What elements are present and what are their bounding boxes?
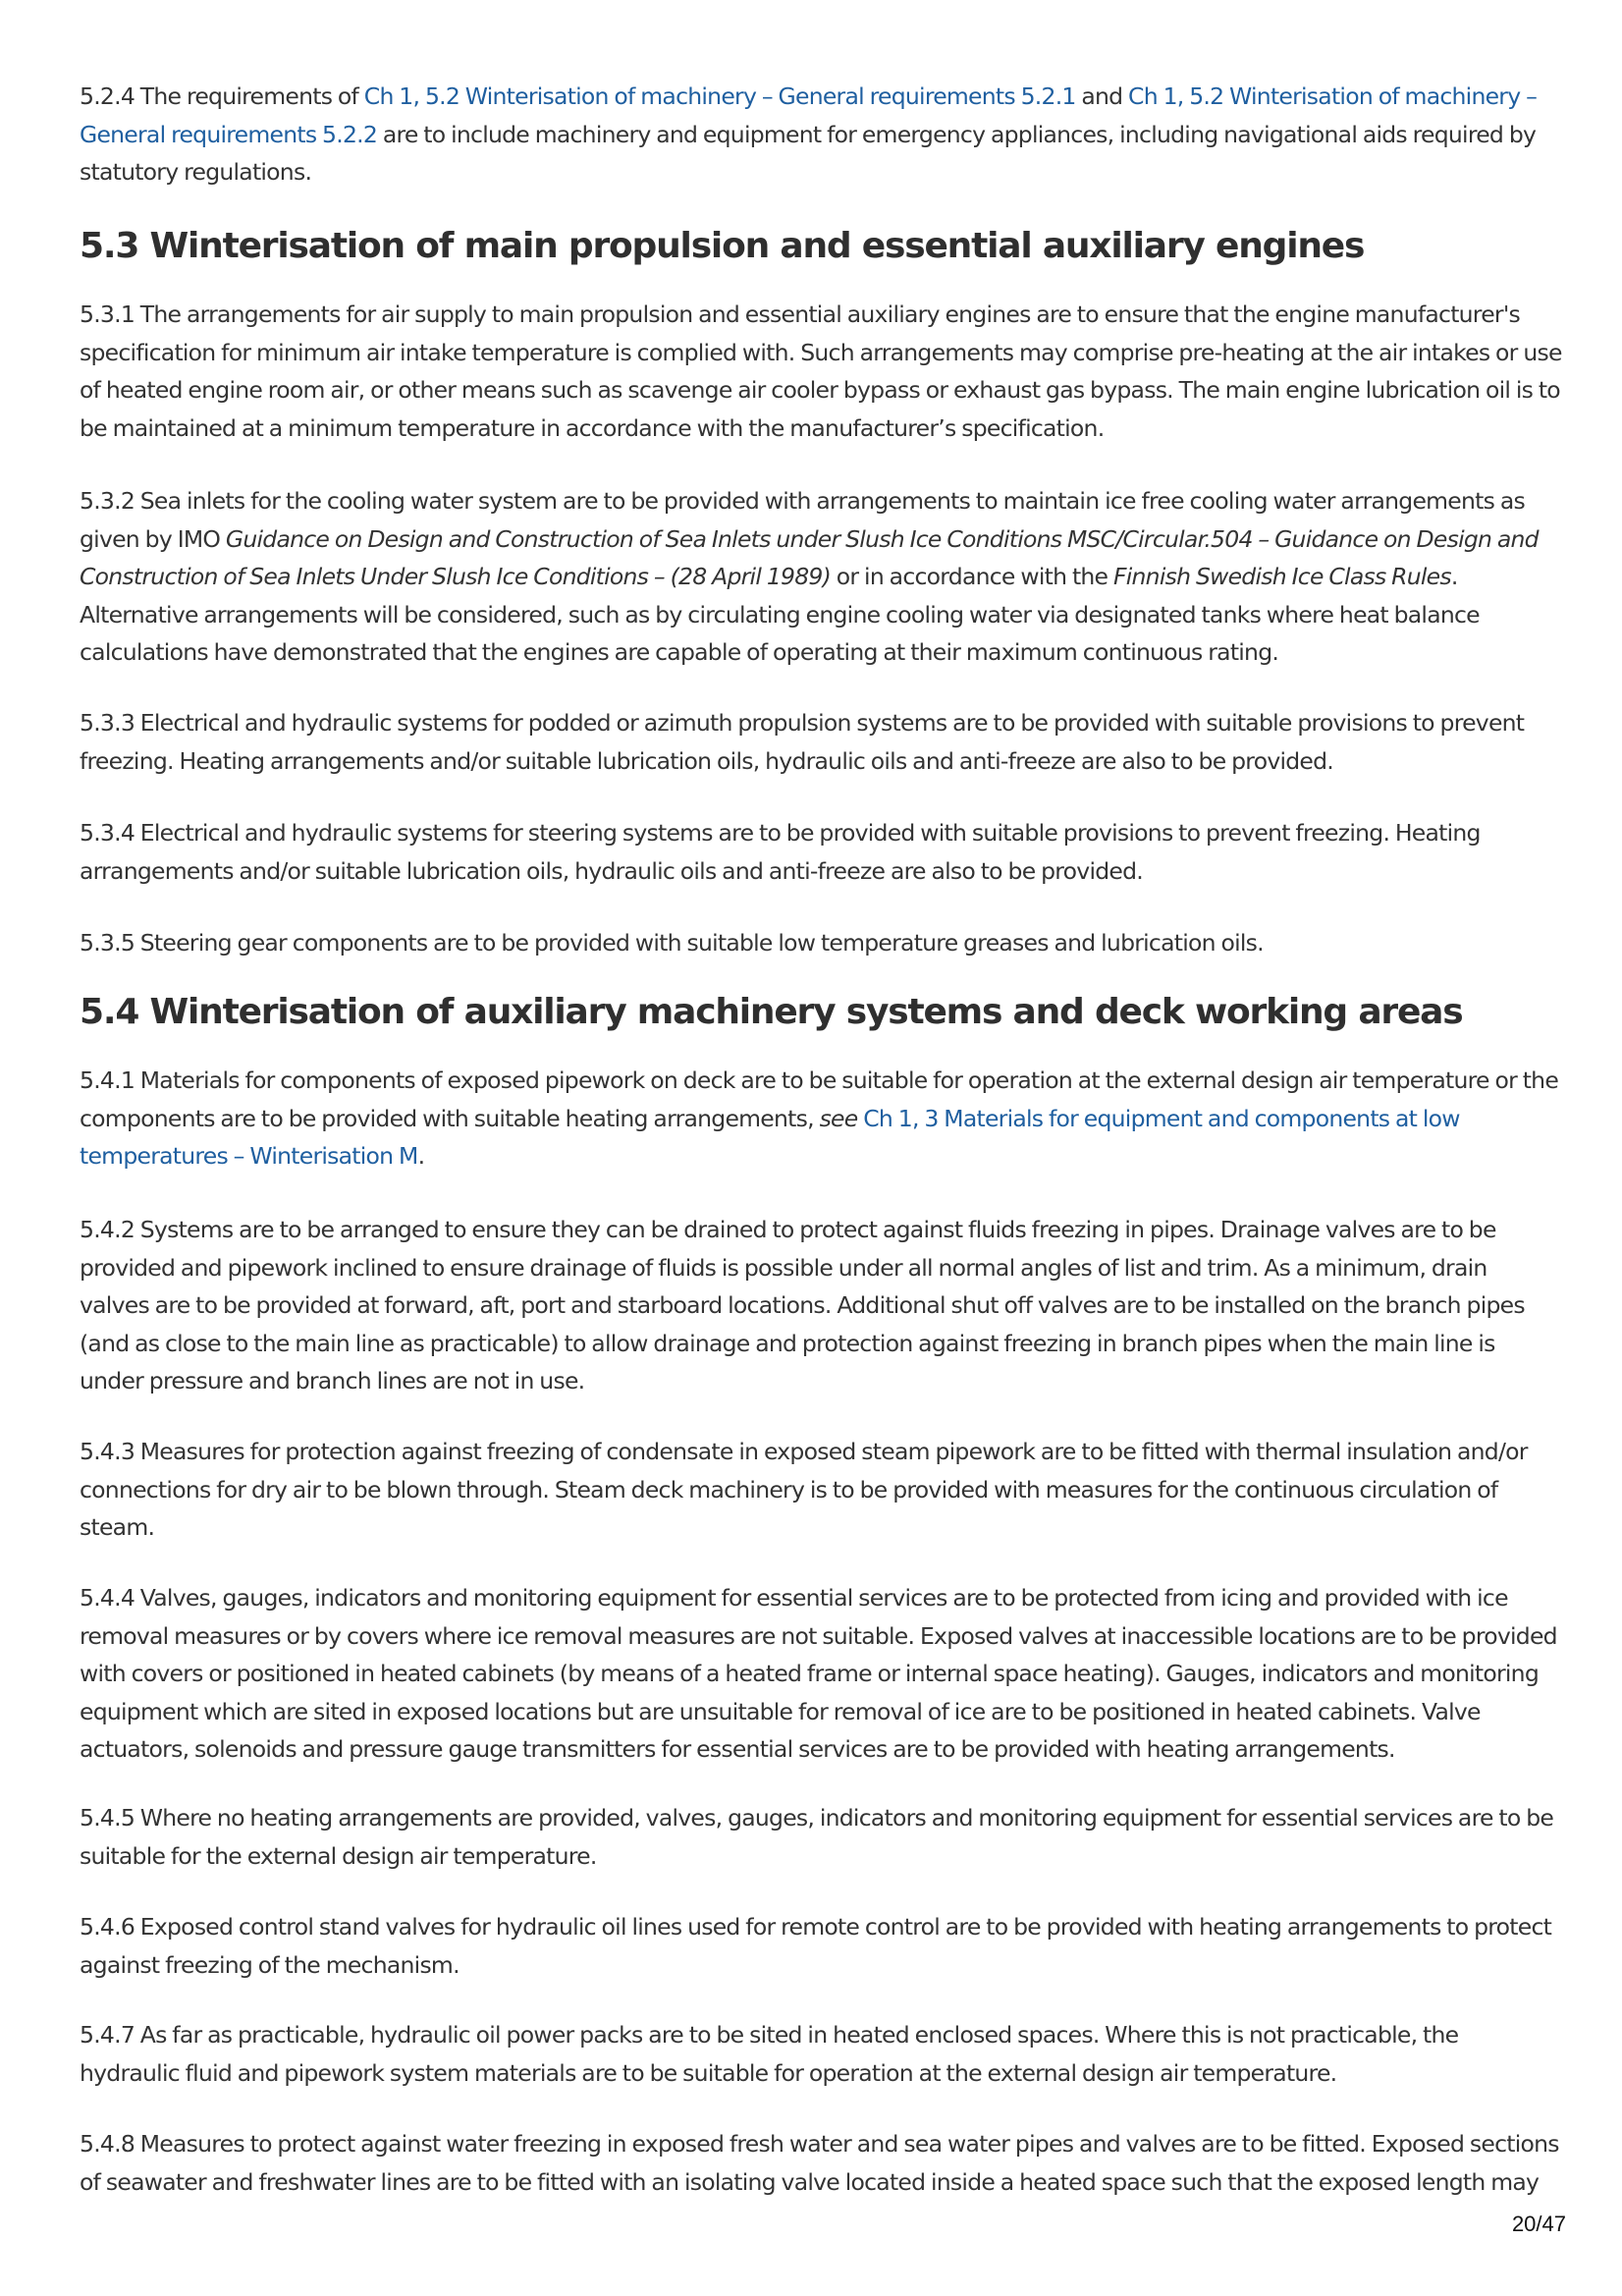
paragraph-5-4-5: 5.4.5 Where no heating arrangements are provided, valves, gauges, indicators and monitoring equipment for essential services are to be suitable for the external design air temperature. [80, 1804, 1554, 1870]
paragraph-5-4-4: 5.4.4 Valves, gauges, indicators and monitoring equipment for essential services are to be protected from icing and provided with ice removal measures or by covers where ice removal measures are not suitable. Exposed valves at inaccessible locations are to be provided with covers or positioned in heated cabinets (by means of a heated frame or internal space heating). Gauges, indicators and monitoring equipment which are sited in exposed locations but are unsuitable for removal of ice are to be positioned in heated cabinets. Valve actuators, solenoids and pressure gauge transmitters for essential services are to be provided with heating arrangements. [80, 1584, 1557, 1763]
italic-text: Finnish Swedish Ice Class Rules [1112, 563, 1451, 590]
paragraph-5-3-3: 5.3.3 Electrical and hydraulic systems for podded or azimuth propulsion systems are to be provided with suitable provisions to prevent freezing. Heating arrangements and/or suitable lubrication oils, hydraulic oils and anti-freeze are also to be provided. [80, 709, 1525, 775]
paragraph-5-3-1: 5.3.1 The arrangements for air supply to main propulsion and essential auxiliary engines are to ensure that the engine manufacturer's specification for minimum air intake temperature is complied with. Such arrangements may comprise pre-heating at the air intakes or use of heated engine room air, or other means such as scavenge air cooler bypass or exhaust gas bypass. The main engine lubrication oil is to be maintained at a minimum temperature in accordance with the manufacturer’s specification. [80, 301, 1562, 442]
paragraph-5-4-7: 5.4.7 As far as practicable, hydraulic oil power packs are to be sited in heated enclosed spaces. Where this is not practicable, the hydraulic fluid and pipework system materials are to be suitable for operation at the external design air temperature. [80, 2021, 1459, 2087]
paragraph-5-4-1 [80, 1062, 1562, 1175]
paragraph-text: . [417, 1142, 425, 1170]
italic-text: see [819, 1104, 858, 1132]
paragraph-5-3-5: 5.3.5 Steering gear components are to be provided with suitable low temperature greases and lubrication oils. [80, 929, 1264, 957]
heading-5-4: 5.4 Winterisation of auxiliary machinery systems and deck working areas [80, 992, 1463, 1032]
paragraph-text: . Alternative arrangements will be considered, such as by circulating engine cooling water via designated tanks where heat balance calculations have demonstrated that the engines are capable of operating at their maximum continuous rating. [80, 563, 1480, 666]
paragraph-text: or in accordance with the [831, 563, 1113, 590]
paragraph-5-4-2: 5.4.2 Systems are to be arranged to ensure they can be drained to protect against fluids freezing in pipes. Drainage valves are to be provided and pipework inclined to ensure drainage of fluids is possible under all normal angles of list and trim. As a minimum, drain valves are to be provided at forward, aft, port and starboard locations. Additional shut off valves are to be installed on the branch pipes (and as close to the main line as practicable) to allow drainage and protection against freezing in branch pipes when the main line is under pressure and branch lines are not in use. [80, 1216, 1525, 1394]
link-ch1-5-2-2[interactable]: Ch 1, 5.2 Winterisation of machinery – General requirements 5.2.2 [80, 82, 1538, 148]
heading-5-3: 5.3 Winterisation of main propulsion and essential auxiliary engines [80, 226, 1365, 266]
link-ch1-3-materials[interactable]: Ch 1, 3 Materials for equipment and components at low temperatures – Winterisation M [80, 1104, 1460, 1170]
paragraph-5-3-2 [80, 482, 1562, 672]
paragraph-text: 5.2.4 The requirements of [80, 82, 364, 110]
paragraph-5-4-6: 5.4.6 Exposed control stand valves for hydraulic oil lines used for remote control are to be provided with heating arrangements to protect against freezing of the mechanism. [80, 1913, 1552, 1979]
paragraph-5-2-4 [80, 78, 1562, 191]
italic-text: Guidance on Design and Construction of Sea Inlets under Slush Ice Conditions MSC/Circular.504 – Guidance on Design and Construction of Sea Inlets Under Slush Ice Conditions – (28 April 1989) [80, 524, 1539, 590]
paragraph-text: 5.4.1 Materials for components of exposed pipework on deck are to be suitable for operation at the external design air temperature or the components are to be provided with suitable heating arrangements, [80, 1066, 1559, 1132]
paragraph-text: and [1075, 82, 1129, 110]
paragraph-5-4-8: 5.4.8 Measures to protect against water freezing in exposed fresh water and sea water pipes and valves are to be fitted. Exposed sections of seawater and freshwater lines are to be fitted with an isolating valve located inside a heated space such that the exposed length may [80, 2130, 1559, 2196]
paragraph-5-4-3: 5.4.3 Measures for protection against freezing of condensate in exposed steam pipework are to be fitted with thermal insulation and/or connections for dry air to be blown through. Steam deck machinery is to be provided with measures for the continuous circulation of steam. [80, 1438, 1528, 1541]
paragraph-text: 5.3.2 Sea inlets for the cooling water system are to be provided with arrangements to maintain ice free cooling water arrangements as given by IMO [80, 487, 1525, 553]
page-number: 20/47 [1511, 2212, 1566, 2236]
link-ch1-5-2-1[interactable]: Ch 1, 5.2 Winterisation of machinery – General requirements 5.2.1 [363, 82, 1076, 110]
paragraph-5-3-4: 5.3.4 Electrical and hydraulic systems for steering systems are to be provided with suitable provisions to prevent freezing. Heating arrangements and/or suitable lubrication oils, hydraulic oils and anti-freeze are also to be provided. [80, 819, 1481, 885]
paragraph-text: are to include machinery and equipment for emergency appliances, including navigational aids required by statutory regulations. [80, 120, 1537, 186]
